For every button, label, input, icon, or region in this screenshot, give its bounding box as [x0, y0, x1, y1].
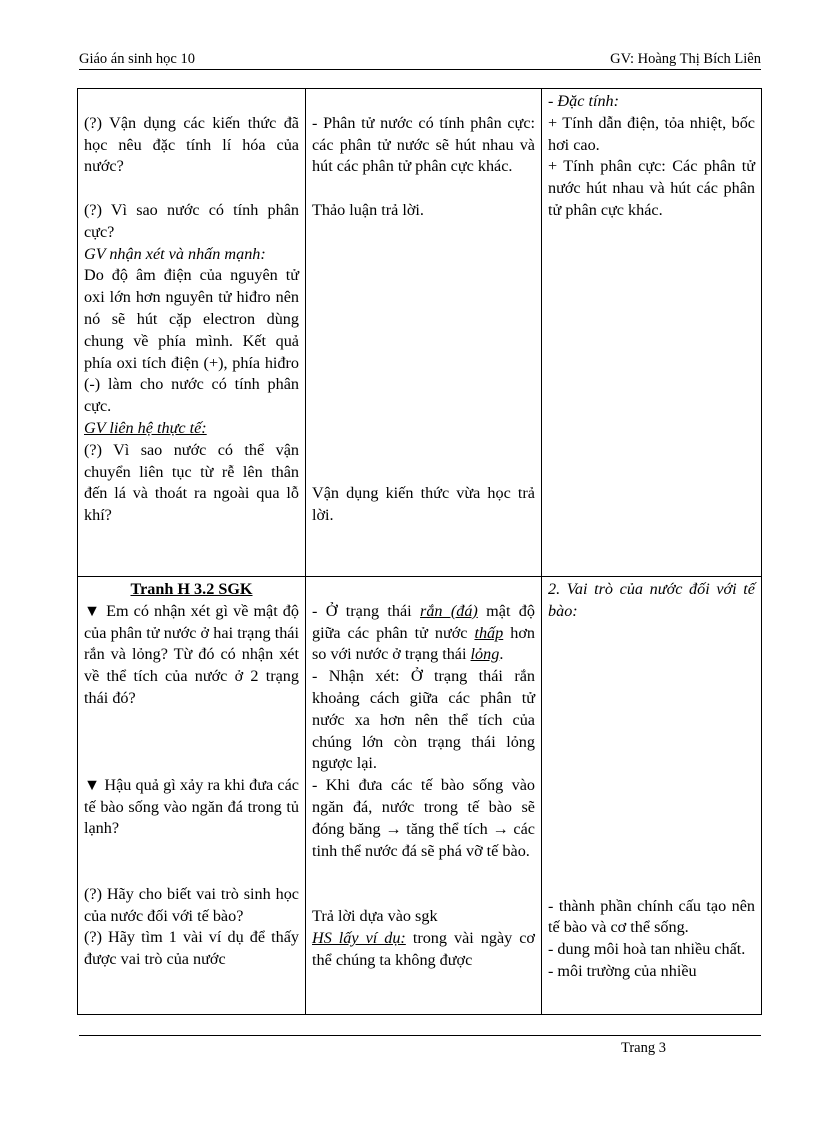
section-title: 2. Vai trò của nước đối với tế bào:	[548, 580, 755, 620]
content-cell	[542, 577, 762, 1015]
table-row	[78, 89, 762, 577]
answer-text: Vận dụng kiến thức vừa học trả lời.	[312, 483, 535, 524]
answer-text	[312, 928, 535, 972]
question-text: (?) Hãy tìm 1 vài ví dụ để thấy được vai trò của nước	[84, 928, 299, 969]
answer-emphasis: lỏng	[470, 645, 500, 664]
content-text: - thành phần chính cấu tạo nên tế bào và cơ thể sống.	[548, 896, 755, 937]
answer-text	[312, 601, 535, 666]
teacher-link-label: GV liên hệ thực tế:	[84, 418, 207, 437]
page-header	[79, 49, 761, 70]
figure-title: Tranh H 3.2 SGK	[130, 580, 253, 598]
answer-text: - Nhận xét: Ở trạng thái rắn khoảng cách giữa các phân tử nước xa hơn nên thể tích của chúng lớn còn trạng thái lỏng ngược lại.	[312, 667, 535, 773]
answer-fragment: .	[499, 645, 504, 664]
question-text: ▼ Hậu quả gì xảy ra khi đưa các tế bào sống vào ngăn đá trong tủ lạnh?	[84, 775, 299, 838]
teacher-note-label: GV nhận xét và nhấn mạnh:	[84, 244, 266, 263]
header-left-text: Giáo án sinh học 10	[79, 51, 195, 67]
content-cell	[542, 89, 762, 577]
answer-text: Thảo luận trả lời.	[312, 200, 424, 219]
student-activity-cell	[306, 89, 542, 577]
answer-fragment: hơn so với nước ở trạng thái	[312, 623, 536, 664]
answer-text: Trả lời dựa vào sgk	[312, 906, 438, 925]
teacher-activity-cell	[78, 577, 306, 1015]
table-row	[78, 577, 762, 1015]
header-right-text: GV: Hoàng Thị Bích Liên	[610, 51, 761, 67]
question-text: (?) Vì sao nước có thể vận chuyển liên tục từ rễ lên thân đến lá và thoát ra ngoài qua lỗ khí?	[84, 440, 299, 525]
content-text: + Tính dẫn điện, tỏa nhiệt, bốc hơi cao.	[548, 113, 755, 154]
answer-fragment: - Ở trạng thái	[312, 601, 421, 620]
answer-text: - Khi đưa các tế bào sống vào ngăn đá, nước trong tế bào sẽ đóng băng → tăng thể tích → các tinh thể nước đá sẽ phá vỡ tế bào.	[312, 776, 535, 860]
answer-fragment: trong vài ngày cơ thể chúng ta không được	[312, 928, 535, 969]
content-text: - dung môi hoà tan nhiều chất.	[548, 940, 746, 959]
teacher-activity-cell	[78, 89, 306, 577]
answer-text: - Phân tử nước có tính phân cực: các phân tử nước sẽ hút nhau và hút các phân tử phân cực khác.	[312, 113, 535, 176]
lesson-table	[77, 88, 762, 1015]
teacher-note-text: Do độ âm điện của nguyên tử oxi lớn hơn nguyên tử hiđro nên nó sẽ hút cặp electron dùng chung về phía mình. Kết quả phía oxi tích điện (+), phía hiđro (-) làm cho nước có tính phân cực.	[84, 266, 299, 416]
answer-fragment: mật độ giữa các phân tử nước	[312, 601, 535, 642]
footer-divider	[79, 1035, 761, 1036]
section-subtitle: - Đặc tính:	[548, 92, 620, 110]
answer-emphasis: rắn (đá)	[420, 601, 478, 620]
student-activity-cell	[306, 577, 542, 1015]
question-text: ▼ Em có nhận xét gì về mật độ của phân tử nước ở hai trạng thái rắn và lỏng? Từ đó có nhận xét về thể tích của nước ở 2 trạng thái đó?	[84, 601, 299, 707]
question-text: (?) Vì sao nước có tính phân cực?	[84, 200, 299, 241]
content-text: + Tính phân cực: Các phân tử nước hút nhau và hút các phân tử phân cực khác.	[548, 157, 755, 219]
answer-label: HS lấy ví dụ:	[312, 928, 406, 947]
content-text: - môi trường của nhiều	[548, 961, 697, 980]
answer-emphasis: thấp	[474, 623, 504, 642]
question-text: (?) Vận dụng các kiến thức đã học nêu đặc tính lí hóa của nước?	[84, 113, 299, 176]
question-text: (?) Hãy cho biết vai trò sinh học của nước đối với tế bào?	[84, 884, 299, 925]
page-number: Trang 3	[621, 1040, 666, 1056]
